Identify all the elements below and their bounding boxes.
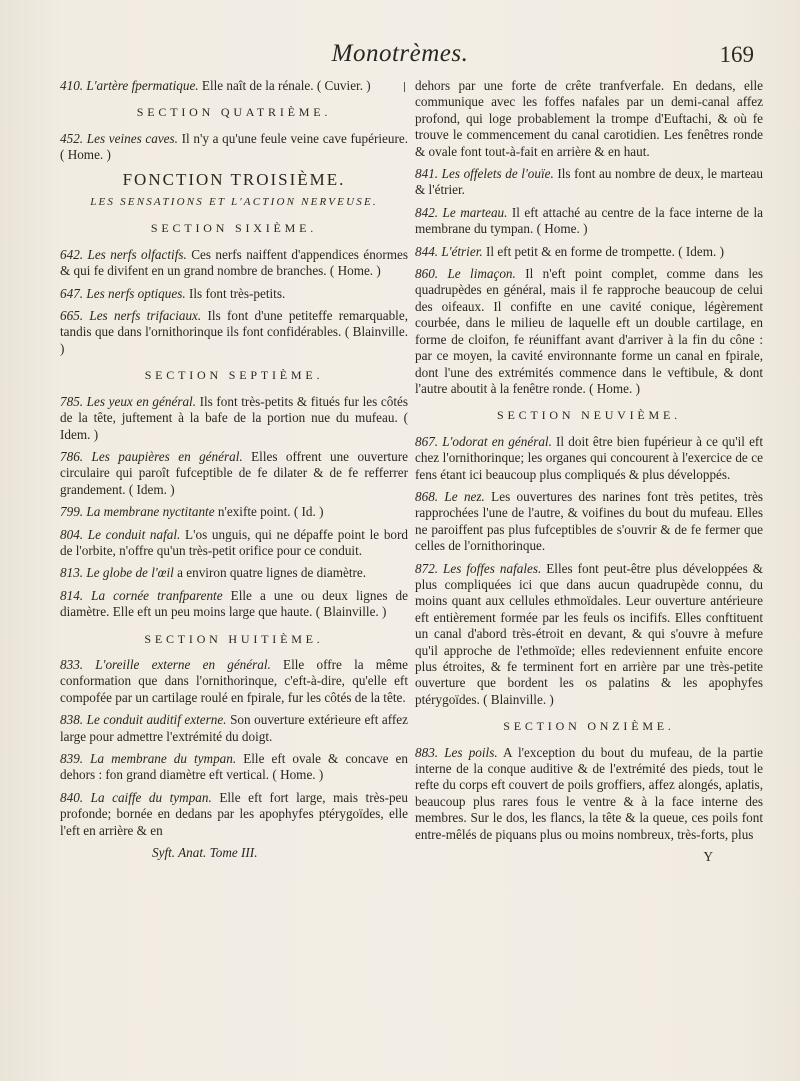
- entry-844: [415, 244, 763, 260]
- entry-text: L'os unguis, qui ne dépaffe point le bord de l'orbite, n'offre qu'un très-petit orifice pour ce conduit.: [60, 526, 408, 558]
- entry-642: [60, 247, 408, 280]
- page-number: 169: [719, 42, 754, 67]
- entry-label: 799. La membrane nyctitante: [60, 504, 215, 520]
- entry-label: 813. Le globe de l'œil: [60, 565, 174, 581]
- entry-label: 786. Les paupières en général.: [60, 448, 243, 464]
- entry-785: [60, 394, 408, 443]
- entry-868: [415, 489, 763, 555]
- entry-text: Elle eft ovale & concave en dehors : fon grand diamètre eft vertical. ( Home. ): [60, 751, 409, 783]
- entry-814: [60, 588, 408, 621]
- entry-label: 839. La membrane du tympan.: [60, 751, 237, 766]
- entry-text: Elle a une ou deux lignes de diamètre. Elle eft un peu moins large que haute. ( Blainville. ): [60, 587, 408, 620]
- entry-833: [60, 657, 408, 706]
- entry-text: Elle naît de la rénale. ( Cuvier. ): [198, 78, 371, 93]
- entry-label: 842. Le marteau.: [415, 204, 508, 220]
- section-heading: SECTION QUATRIÈME.: [136, 105, 332, 120]
- entry-text: A l'exception du bout du mufeau, de la partie interne de la conque auditive & de l'extrémité des pieds, tout le refte du corps eft couvert de poils groffiers, affez alongés, aplatis, beaucoup plus rares fous le ventre & à la face interne des membres. Sur le dos, les flancs, la tête & la queue, ces poils font entre-mêlés de piquans plus ou moins nombreux, très-forts, plus: [415, 744, 763, 842]
- entry-label: 838. Le conduit auditif externe.: [60, 712, 227, 728]
- left-column: [60, 78, 408, 861]
- entry-text: Ils font d'une petiteffe remarquable, tandis que dans l'ornithorinque ils font confidérables. ( Blainville. ): [60, 308, 408, 356]
- section-heading: SECTION NEUVIÈME.: [497, 408, 681, 423]
- entry-text: n'exifte point. ( Id. ): [214, 504, 324, 520]
- entry-label: 665. Les nerfs trifaciaux.: [60, 308, 202, 324]
- entry-label: 868. Le nez.: [415, 488, 485, 504]
- entry-841: [415, 166, 763, 199]
- entry-label: 647. Les nerfs optiques.: [60, 285, 186, 301]
- entry-label: 883. Les poils.: [415, 744, 498, 760]
- entry-799: [60, 504, 408, 520]
- entry-label: 785. Les yeux en général.: [60, 393, 197, 409]
- entry-text: Elles offrent une ouverture circulaire qui paroît fufceptible de fe dilater & de fe refferrer grandement. ( Idem. ): [60, 448, 408, 497]
- entry-text: Les ouvertures des narines font très petites, très rapprochées l'une de l'autre, & voifines du bout du mufeau. Elles ne paroiffent pas plus fufceptibles de s'ouvrir & de fe fermer que celles de l'ornithorinque.: [415, 488, 763, 554]
- entry-text: a environ quatre lignes de diamètre.: [173, 565, 367, 581]
- entry-838: [60, 712, 408, 745]
- entry-text: Ils font au nombre de deux, le marteau & l'étrier.: [415, 166, 764, 198]
- entry-text: Son ouverture extérieure eft affez large pour admettre l'extrémité du doigt.: [60, 712, 409, 744]
- entry-665: [60, 308, 408, 357]
- entry-label: 814. La cornée tranfparente: [60, 587, 223, 603]
- entry-label: 452. Les veines caves.: [60, 130, 178, 146]
- entry-label: 867. L'odorat en général.: [415, 433, 552, 449]
- section-heading: SECTION ONZIÈME.: [503, 719, 675, 734]
- entry-860: [415, 266, 763, 397]
- entry-867: [415, 434, 763, 483]
- entry-883: [415, 745, 763, 843]
- page-header: [0, 40, 800, 74]
- entry-label: 860. Le limaçon.: [415, 266, 516, 282]
- entry-786: [60, 449, 408, 498]
- entry-label: 410. L'artère fpermatique.: [60, 78, 199, 93]
- entry-text: Il eft petit & en forme de trompette. ( Idem. ): [482, 243, 724, 259]
- entry-872: [415, 561, 763, 709]
- section-heading: SECTION SIXIÈME.: [150, 221, 318, 236]
- entry-text: Ils font très-petits & fitués fur les côtés de la tête, juftement à la bafe de la portion nue du mufeau. ( Idem. ): [60, 393, 408, 442]
- function-heading: FONCTION TROISIÈME.: [122, 169, 346, 189]
- entry-label: 833. L'oreille externe en général.: [60, 656, 271, 672]
- entry-452: [60, 131, 408, 164]
- entry-label: 844. L'étrier.: [415, 243, 483, 259]
- entry-label: 642. Les nerfs olfactifs.: [60, 246, 187, 262]
- entry-label: 841. Les offelets de l'ouïe.: [415, 166, 554, 182]
- entry-text: Ils font très-petits.: [185, 285, 286, 301]
- entry-839: [60, 751, 408, 784]
- entry-text: Il doit être bien fupérieur à ce qu'il eft chez l'ornithorinque; les organes qui concourent à l'exercice de ce fens étant ici beaucoup plus compliqués & plus développés.: [415, 433, 763, 482]
- entry-text: Elle offre la même conformation que dans l'ornithorinque, c'eft-à-dire, qu'elle eft compofée par un cartilage roulé en fpirale, fur les côtés de la tête.: [60, 656, 409, 705]
- entry-text: Il eft attaché au centre de la face interne de la membrane du tympan. ( Home. ): [415, 204, 763, 237]
- entry-text: Ces nerfs naiffent d'appendices énormes & qui fe divifent en un grand nombre de branches. ( Home. ): [60, 246, 409, 279]
- entry-label: 840. La caiffe du tympan.: [60, 789, 212, 805]
- entry-label: 804. Le conduit nafal.: [60, 526, 181, 542]
- signature-line: Syft. Anat. Tome III.: [152, 845, 258, 861]
- entry-647: [60, 286, 408, 302]
- entry-text: Il n'eft point complet, comme dans les quadrupèdes en général, mais il fe rapproche beaucoup de celui des oifeaux. Il confifte en une cavité conique, légèrement courbée, dans le milieu de laquelle eft un double cartilage, en forme de cloifon, fe réuniffant avant d'arriver à la fin du cône : par ce moyen, la cavité environnante forme un canal en fpirale, dont l'une des extrémités commence dans le veftibule, & dont l'autre aboutit à la fenêtre ronde. ( Home. ): [415, 266, 763, 396]
- continued-text: dehors par une forte de crête tranfverfale. En dedans, elle communique avec les foffes nafales par un demi-canal affez profond, qui loge probablement la trompe d'Euftachi, & où fe trouve le commencement du canal carotidien. Les fenêtres ronde & ovale font tout-à-fait en arrière & en haut.: [415, 78, 763, 159]
- entry-text: Il n'y a qu'une feule veine cave fupérieure. ( Home. ): [60, 130, 408, 163]
- entry-text: Elle eft fort large, mais très-peu profonde; bornée en dedans par les apophyfes ptérygoïdes, elle l'eft en arrière & en: [60, 789, 409, 838]
- entry-842: [415, 205, 763, 238]
- function-subheading: LES SENSATIONS ET L'ACTION NERVEUSE.: [90, 196, 378, 209]
- entry-840: [60, 790, 408, 839]
- running-title: Monotrèmes.: [331, 40, 469, 67]
- entry-410: [60, 78, 408, 94]
- entry-813: [60, 565, 408, 581]
- signature-mark: Y: [703, 849, 713, 865]
- section-heading: SECTION SEPTIÈME.: [144, 368, 324, 383]
- entry-804: [60, 527, 408, 560]
- entry-label: 872. Les foffes nafales.: [415, 560, 542, 576]
- entry-text: Elles font peut-être plus développées & plus compliquées ici que dans aucun quadrupède connu, du moins quant aux cellules ethmoïdales. Leur ouverture antérieure eft entièrement formée par les feuls os incififs. Elles conftituent un canal d'abord très-étroit en devant, & qui s'ouvre à mefure qu'il approche de l'ethmoïde; elles redeviennent enfuite encore plus étroites, & fe terminent fort en arrière par une très-petite ouverture que bordent les os palatins & les apophyfes ptérygoïdes. ( Blainville. ): [415, 560, 763, 707]
- section-heading: SECTION HUITIÈME.: [144, 631, 324, 646]
- right-column: [415, 78, 763, 865]
